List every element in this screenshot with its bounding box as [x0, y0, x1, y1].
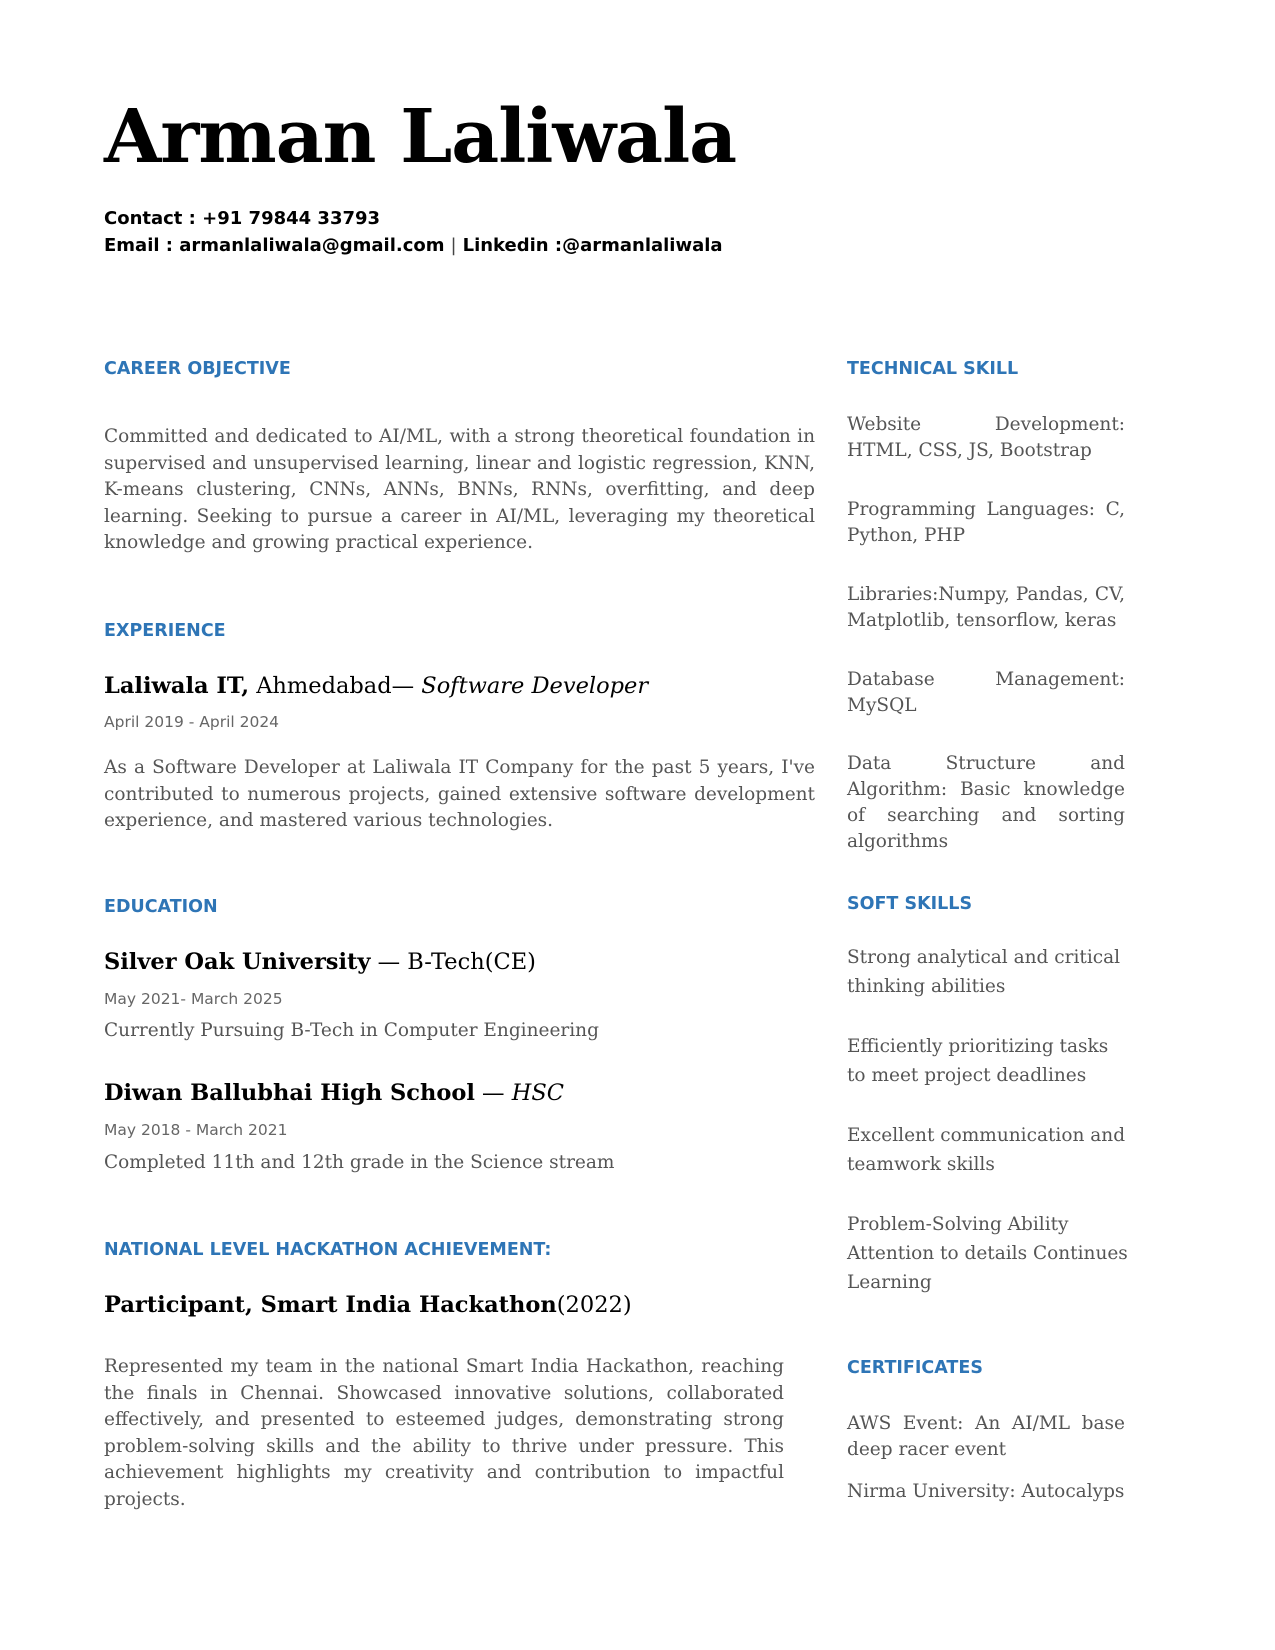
- certificate-item: Nirma University: Autocalyps: [847, 1481, 1125, 1502]
- company-location: Ahmedabad—: [256, 673, 415, 699]
- technical-skill-item: Programming Languages: C, Python, PHP: [847, 499, 1125, 546]
- experience-title: [104, 673, 648, 699]
- soft-skill-item: Efficiently prioritizing tasks to meet project deadlines: [847, 1036, 1109, 1086]
- soft-skills-heading: SOFT SKILLS: [847, 894, 973, 914]
- degree-name: HSC: [511, 1080, 564, 1106]
- education-dates: May 2021- March 2025: [104, 990, 283, 1008]
- institution-name: Silver Oak University: [104, 949, 371, 975]
- soft-skill-item: Strong analytical and critical thinking abilities: [847, 947, 1121, 997]
- experience-description: As a Software Developer at Laliwala IT Company for the past 5 years, I've contributed to numerous projects, gained extensive software development experience, and mastered various technologies.: [104, 757, 815, 831]
- email-text: Email : armanlaliwala@gmail.com: [104, 235, 445, 256]
- contact-line: Contact : +91 79844 33793: [104, 208, 381, 229]
- hackathon-name: Participant, Smart India Hackathon: [104, 1292, 557, 1318]
- soft-skill-item: Problem-Solving Ability Attention to details Continues Learning: [847, 1214, 1128, 1293]
- hackathon-title: [104, 1292, 632, 1318]
- hackathon-heading: NATIONAL LEVEL HACKATHON ACHIEVEMENT:: [104, 1240, 552, 1260]
- education-heading: EDUCATION: [104, 897, 218, 917]
- title-dash: —: [474, 1080, 512, 1106]
- separator: |: [450, 235, 457, 256]
- education-detail: Currently Pursuing B-Tech in Computer Engineering: [104, 1020, 599, 1041]
- education-detail: Completed 11th and 12th grade in the Science stream: [104, 1152, 615, 1173]
- email-linkedin-line: [104, 235, 723, 256]
- technical-skill-item: Website Development: HTML, CSS, JS, Bootstrap: [847, 414, 1125, 461]
- technical-skill-item: Data Structure and Algorithm: Basic knowledge of searching and sorting algorithms: [847, 753, 1125, 852]
- institution-name: Diwan Ballubhai High School: [104, 1080, 475, 1106]
- linkedin-text: Linkedin :@armanlaliwala: [462, 235, 723, 256]
- degree-name: B-Tech(CE): [407, 949, 536, 975]
- technical-skill-heading: TECHNICAL SKILL: [847, 359, 1019, 379]
- company-name: Laliwala IT,: [104, 673, 250, 699]
- title-dash: —: [370, 949, 408, 975]
- education-entry-title: [104, 1080, 564, 1106]
- candidate-name: Arman Laliwala: [104, 94, 737, 180]
- technical-skill-item: Database Management: MySQL: [847, 669, 1125, 716]
- hackathon-year: (2022): [556, 1292, 632, 1318]
- career-objective-heading: CAREER OBJECTIVE: [104, 359, 291, 379]
- job-role: Software Developer: [421, 673, 649, 699]
- certificates-heading: CERTIFICATES: [847, 1358, 983, 1378]
- education-dates: May 2018 - March 2021: [104, 1121, 288, 1139]
- experience-heading: EXPERIENCE: [104, 621, 226, 641]
- certificate-item: AWS Event: An AI/ML base deep racer event: [847, 1413, 1125, 1460]
- soft-skill-item: Excellent communication and teamwork skills: [847, 1125, 1126, 1175]
- hackathon-description: Represented my team in the national Smart India Hackathon, reaching the finals in Chennai. Showcased innovative solutions, collaborated effectively, and presented to esteemed judges, demonstrating strong problem-solving skills and the ability to thrive under pressure. This achievement highlights my creativity and contribution to impactful projects.: [104, 1356, 784, 1510]
- experience-dates: April 2019 - April 2024: [104, 713, 280, 731]
- technical-skill-item: Libraries:Numpy, Pandas, CV, Matplotlib, tensorflow, keras: [847, 584, 1125, 631]
- career-objective-text: Committed and dedicated to AI/ML, with a strong theoretical foundation in supervised and unsupervised learning, linear and logistic regression, KNN, K-means clustering, CNNs, ANNs, BNNs, RNNs, overfitting, and deep learning. Seeking to pursue a career in AI/ML, leveraging my theoretical knowledge and growing practical experience.: [104, 426, 815, 553]
- education-entry-title: [104, 949, 536, 975]
